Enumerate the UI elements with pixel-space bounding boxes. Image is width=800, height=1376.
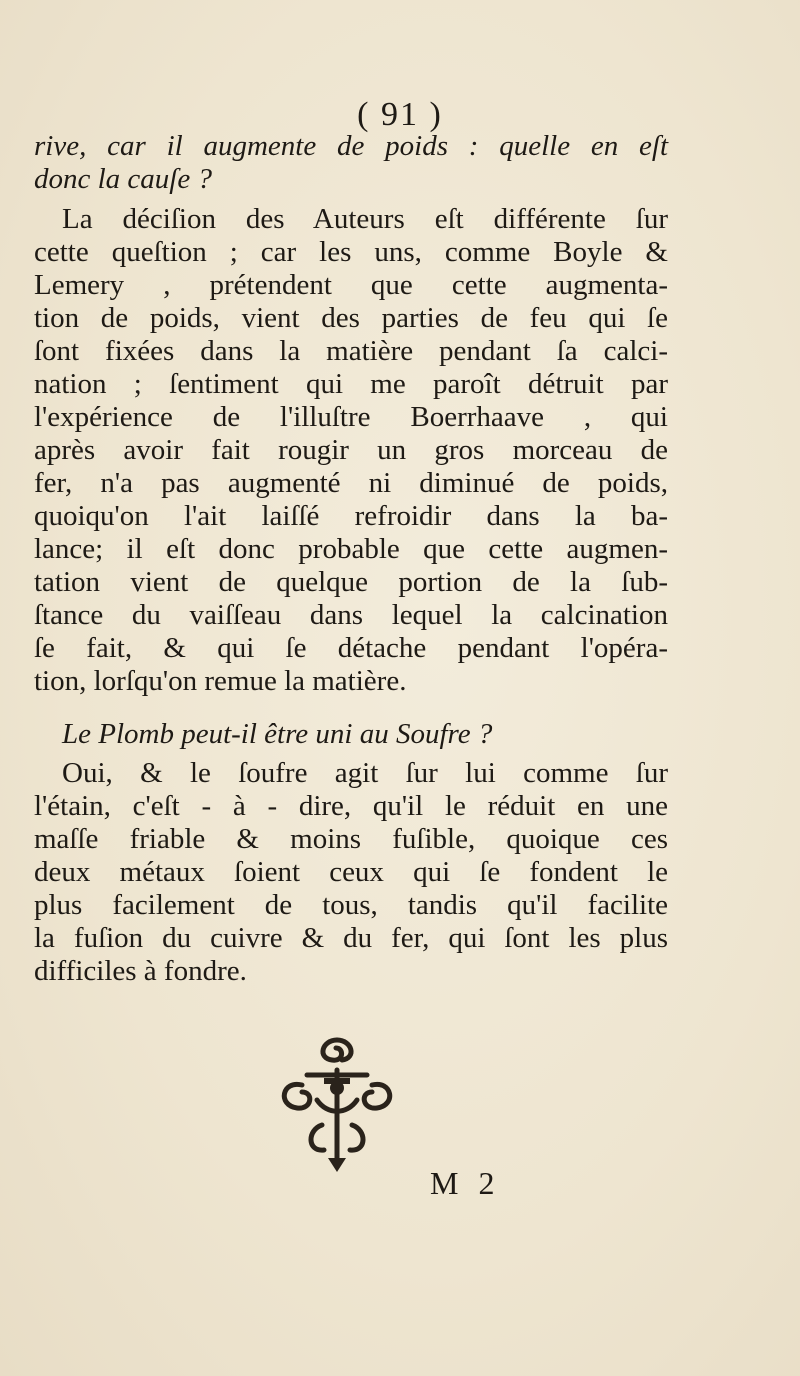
text-line: l'étain, c'eſt - à - dire, qu'il le réduit en une <box>34 790 668 822</box>
text-line: ſe fait, & qui ſe détache pendant l'opéra- <box>34 632 668 664</box>
text-line: difficiles à fondre. <box>34 955 247 987</box>
text-line: deux métaux ſoient ceux qui ſe fondent le <box>34 856 668 888</box>
text-line: tion, lorſqu'on remue la matière. <box>34 665 407 697</box>
ornament-icon <box>262 1030 412 1175</box>
answer-paragraph-1 <box>34 203 668 698</box>
signature-mark: M 2 <box>430 1165 501 1201</box>
text-line: la fuſion du cuivre & du fer, qui ſont les plus <box>34 922 668 954</box>
text-line: lance; il eſt donc probable que cette augmen- <box>34 533 668 565</box>
text-line: maſſe friable & moins fuſible, quoique ces <box>34 823 668 855</box>
text-line: La déciſion des Auteurs eſt différente ſur <box>62 203 668 235</box>
text-line: après avoir fait rougir un gros morceau de <box>34 434 668 466</box>
text-line: Le Plomb peut-il être uni au Soufre ? <box>62 718 493 750</box>
text-line: Oui, & le ſoufre agit ſur lui comme ſur <box>62 757 668 789</box>
text-line: tation vient de quelque portion de la ſub- <box>34 566 668 598</box>
text-line: donc la cauſe ? <box>34 163 212 195</box>
answer-paragraph-2 <box>34 757 668 988</box>
question-continuation <box>34 130 668 196</box>
text-line: ſtance du vaiſſeau dans lequel la calcination <box>34 599 668 631</box>
text-line: l'expérience de l'illuſtre Boerrhaave , qui <box>34 401 668 433</box>
page-number-header: ( 91 ) <box>357 96 443 133</box>
text-line: rive, car il augmente de poids : quelle en eſt <box>34 130 668 162</box>
text-line: plus facilement de tous, tandis qu'il facilite <box>34 889 668 921</box>
text-line: fer, n'a pas augmenté ni diminué de poids, <box>34 467 668 499</box>
text-line: Lemery , prétendent que cette augmenta- <box>34 269 668 301</box>
text-line: quoiqu'on l'ait laiſſé refroidir dans la ba- <box>34 500 668 532</box>
text-line: cette queſtion ; car les uns, comme Boyle & <box>34 236 668 268</box>
text-line: ſont fixées dans la matière pendant ſa calci- <box>34 335 668 367</box>
text-line: tion de poids, vient des parties de feu qui ſe <box>34 302 668 334</box>
text-line: nation ; ſentiment qui me paroît détruit par <box>34 368 668 400</box>
question-heading <box>34 718 668 751</box>
